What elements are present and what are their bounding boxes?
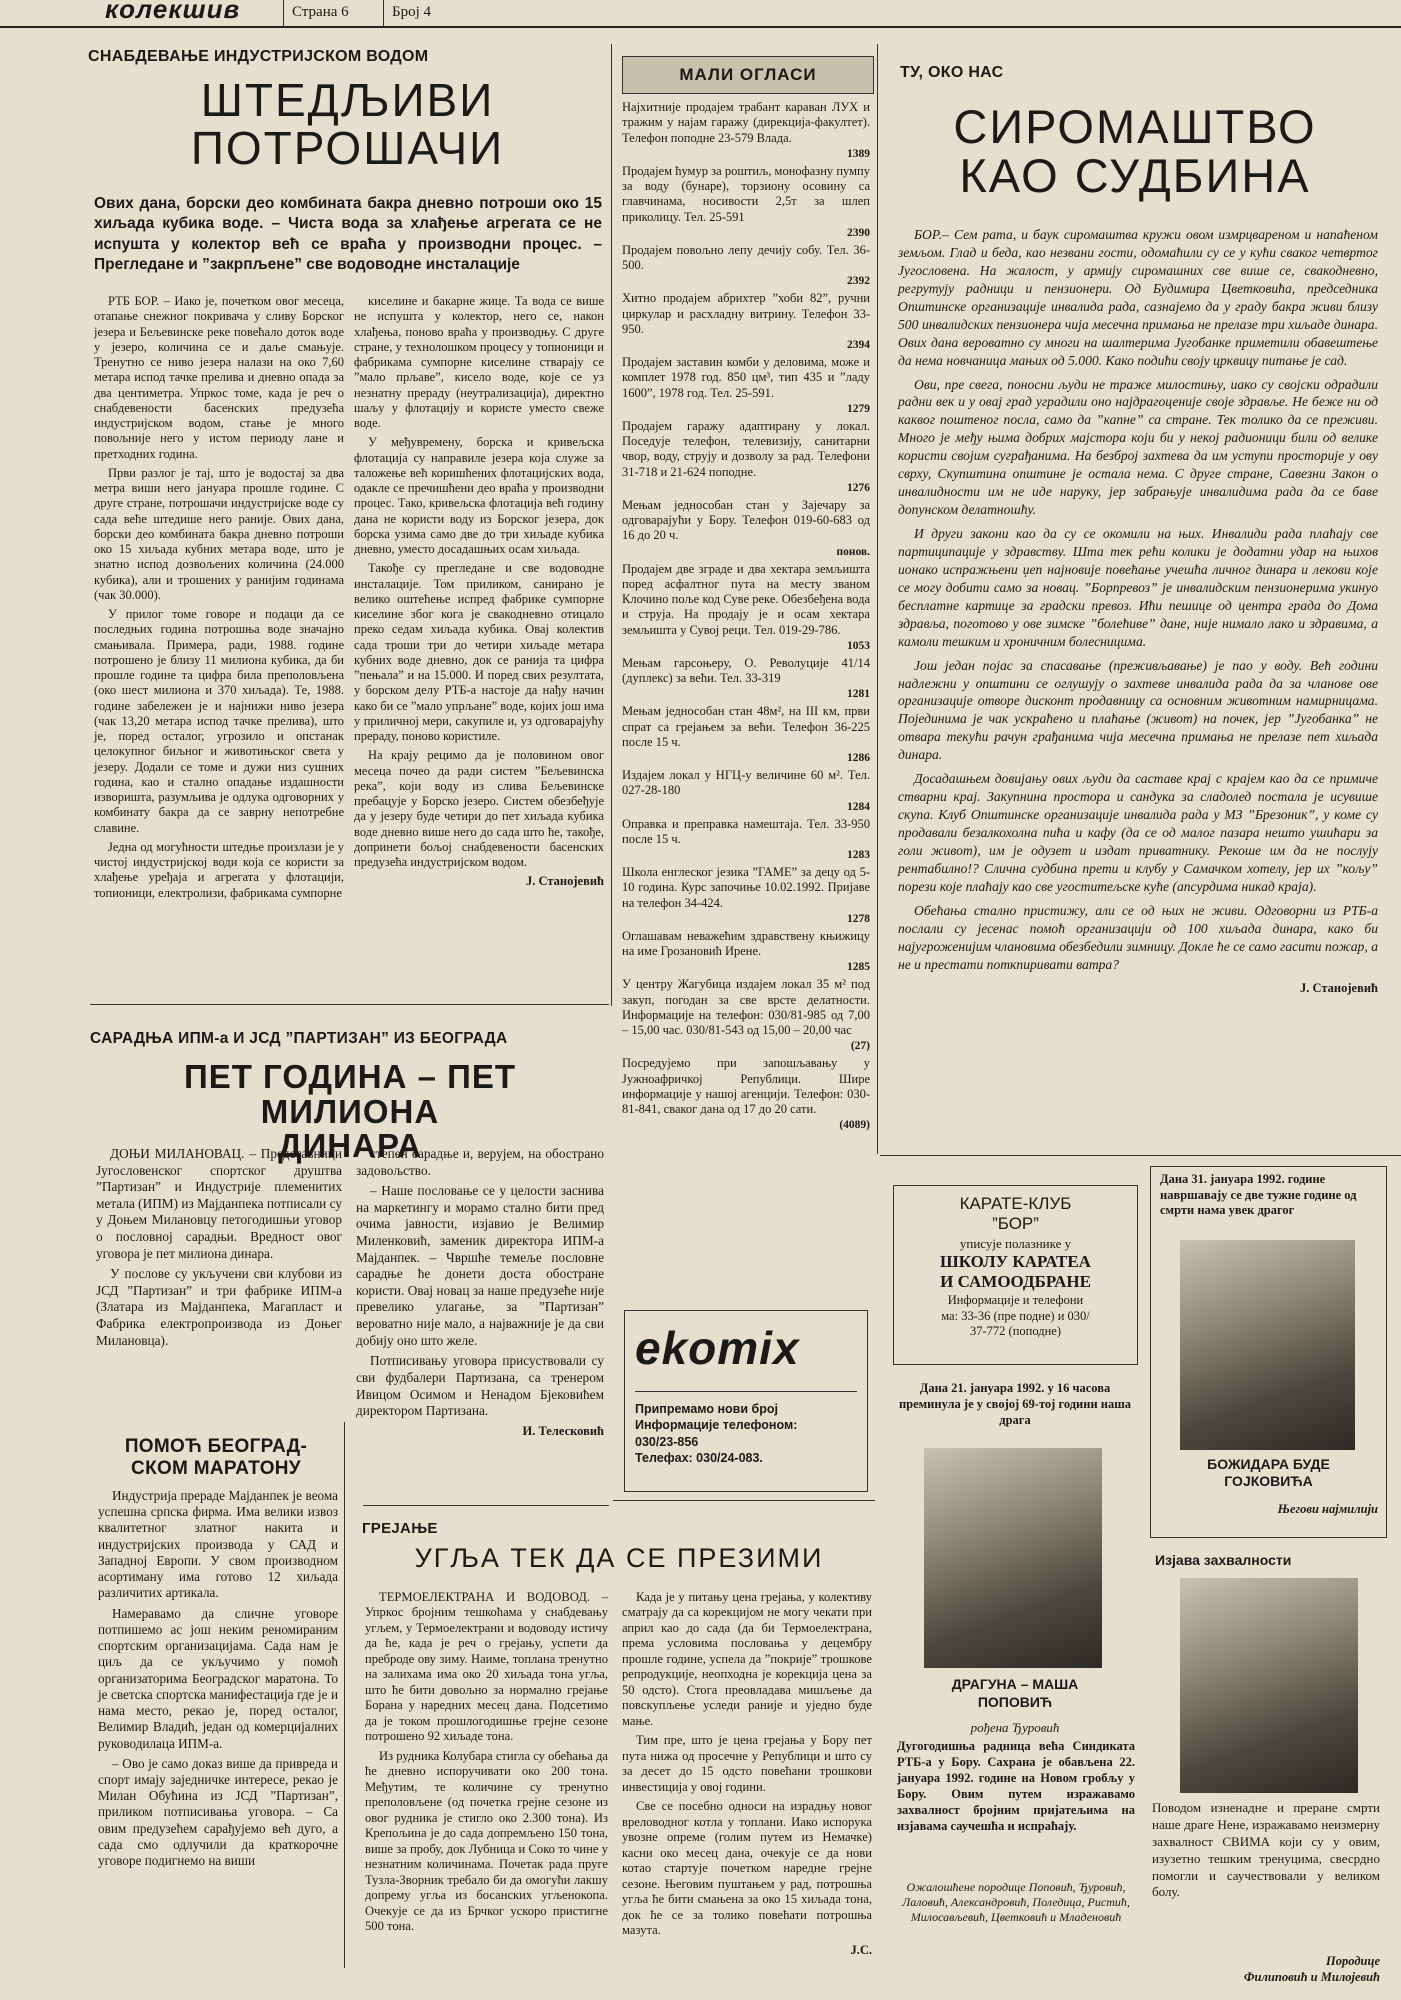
karate-contact: Информације и телефони ма: 33-36 (пре подне) и 030/ 37-772 (поподне) xyxy=(941,1293,1090,1339)
classified-ad: Издајем локал у НГЦ-у величине 60 м². Тел. 027-28-180 xyxy=(622,768,870,798)
partizan-title: ПЕТ ГОДИНА – ПЕТ МИЛИОНА ДИНАРА xyxy=(183,1058,517,1165)
classified-ad-number: (4089) xyxy=(839,1119,870,1132)
obituary-dragana-born: рођена Ђуровић xyxy=(970,1720,1060,1735)
classified-ad-number: 1286 xyxy=(847,752,870,764)
heating-signature: Ј.С. xyxy=(850,1942,872,1957)
classified-ad-number: 1278 xyxy=(847,912,870,925)
marathon-body: Индустрија прераде Мајданпек је веома успешна српска фирма. Има велики извоз квалитетног златног накита и индустријских производа у САД и Западној Европи. У свом производном асортиману има готово 12 хиљада различитих артикала. Намеравамо да сличне уговоре потпишемо ас још неким реномираним спортским организацијама. Сада нам је циљ да се укључимо у помоћ организаторима Београдског маратона. То је светска спортска манифестација где је и нама место, рекао је, поред осталог, Велимир Владић, један од комерцијалних руководилаца ИПМ-а. – Ово је само доказ више да привреда и спорт имају заједничке интересе, рекао је Милан Обућина из ЈСД ”Партизан”, приликом потписивања уговора. – Са овим предузећем сарађујемо већ дуго, а сада смо одлучили да краткорочне уговоре подигнемо на виши xyxy=(98,1488,338,1869)
water-column-1: РТБ БОР. – Иако је, почетком овог месеца, отапање снежног покривача у сливу Борског језера и Бељевинске реке повећало доток воде у језеро, количина се и даље смањује. Тренутно се ниво језера налази на око 7,60 метара испод тачке прелива и дневно опада за два центиметра. Упркос томе, када је реч о снабдевености басенских предузећа индустријском водом, стање је много повољније него у истом периоду лане и претходних година. Први разлог је тај, што је водостај за два метра виши него јануара прошле године. С друге стране, потрошачи индустријске воде су сада веће штедише него раније. Ових дана, борски део комбината бакра дневно потроши око 15 хиљада кубних метара воде, што је знатно испод дозвољених количина (24.000 кубика), али и трошених у ранијим годинама (чак 30.000). У прилог томе говоре и подаци да се последњих година потрошња воде значајно смањивала. Примера, ради, 1988. године потрошено је близу 11 милиона кубика, да би прошле године та цифра била преполовљена (око шест милиона и 370 хиљада). Те, 1988. године забележен је и најнижи ниво језера (чак 13,20 метара испод тачке прелива), што је, поред осталог, угрозило и опстанак целокупног биљног и животињског света у језеру. Додали се томе и дужи низ сушних година, као и стално опадање издашности изворишта, разумљива је одлука одговорних у комбинату бакра да се заврну непотребне славине. Једна од могућности штедње произлази је у чистој индустријској води која се користи за хлађење уређаја и агрегата у флотацији, топионици, електролизи, фабрикама сумпорне xyxy=(94,294,344,900)
section-divider xyxy=(880,1155,1401,1156)
partizan-column-2: степен сарадње и, верујем, на обострано задовољство. – Наше пословање се у целости заснива на маркетингу и морамо стално бити пред очима јавности, изјавио је Велимир Миленковић, заменик директора ИПМ-а Мајданпек. – Чвршће темеље пословне сарадње ће донети доста обостране користи. Овај новац за наше предузеће није превелико улагање, за ”Партизан” вероватно није мало, а најважније је да сви добију оно што желе. Потписивању уговора присуствовали су сви фудбалери Партизана, са тренером Ивицом Осимом и Ненадом Бјековићем директором Партизана. И. Телесковић xyxy=(356,1146,604,1438)
photo-gratitude xyxy=(1180,1578,1358,1793)
water-lead: Ових дана, борски део комбината бакра дневно потроши око 15 хиљада кубика воде. – Чиста вода за хлађење агрегата се не испушта у колектор већ се враћа у производни процес. – Прегледане и ”закрпљене” све водоводне инсталације xyxy=(94,195,602,274)
obituary-bozidar-name: БОЖИДАРА БУДЕ ГОЈКОВИЋА xyxy=(1207,1456,1330,1489)
classified-ad-number: 2392 xyxy=(847,275,870,288)
photo-bozidar xyxy=(1180,1240,1355,1450)
classifieds-header-box xyxy=(622,56,874,94)
header-divider xyxy=(283,0,284,26)
poverty-body: БОР.– Сем рата, и баук сиромаштва кружи овом измрцвареном и напаћеном земљом. Глад и беда, као незвани гости, одомаћили су се у кући сваког четвртог Југословена. На жалост, у армију сиромашних све више се, свакодневно, регрутују радници и пензионери. Од Будимира Цветковића, председника Општинске организације инвалида рада, сазнајемо да у граду бакра живи близу 500 инвалидских пензионера чија месечна примања не прелазе три хиљаде динара. Ових дана вероватно су многи на шалтерима Југобанке приметили обавештење да нема новчаница мањих од 5.000. Како подићи своју црквицу питање је сад. Ови, пре свега, поносни људи не траже милостињу, иако су својски одрадили радни век и у овај град уградили оно најдрагоценије своје здравље. Не беже ни од каквог поштеног посла, само да ”капне” са стране. Тек толико да се преживи. Много је међу њима добрих мајстора који би у некој радионици били од велике користи својим суграђанима. На безброј захтева да им уступи просторије у ову сврху, Скупштина општине је остала нема. С друге стране, Савезни Закон о инвалидности им не иде наруку, јер забрањује инвалидима рада да се баве допунском делатношћу. И други закони као да су се окомили на њих. Инвалиди рада плаћају све партиципације у здравству. Шта тек рећи колики је додатни удар на њихов ионако испражњени џеп најновије повећање учешћа личног динара и лекови које се могу добити само за новац. ”Борпревоз” је инвалидским пензионерима укинуо бесплатне картице за градски превоз. Ићи пешице од центра града до Дома здравља, поготово у ове зимске ”болећиве” дане, није нимало лако и здравима, а камоли тешким и хроничним болесницима. Још један појас за спасавање (преживљавање) је пао у воду. Већ години надлежни у општини се оглушују о захтеве инвалида рада да за чланове ове организације отворе дисконт продавницу са основним животним намирницама. Појединима је чак ускраћено и плаћање (живот) на почек, јер ”Југобанка” не отвара текући рачун грађанима чија месечна примања не прелазе пет хиљада динара. Досадашњем довијању ових људи да саставе крај с крајем као да се примиче стварни крај. Закупнина простора и сандука за сладолед постала је исувише скупа. Клуб Општинске организације инвалида рада у МЗ ”Брезоник”, у коме су продавали безалкохолна пића и кафу (да се од малог пазара нешто ушићари за голи живот), им је одузет и издат приватнику. Рекоше им да не послују рентабилно!? Слична судбина прети и клубу у Самачком хотелу, јер их ”кољу” порези које плаћају као све угоститељске куће (апсурдима никад краја). Обећања стално пристижу, али се од њих не живи. Одговорни из РТБ-а послали су јесенас помоћ организацији од 100 хиљада динара, како би најугроженијим члановима обезбедили зимницу. Докле ће се само гасити пожар, а не и престати поткпиривати ватра? Ј. Станојевић xyxy=(898,227,1378,995)
obituary-dragana-body: Дугогодишња радница већа Синдиката РТБ-а у Бору. Сахрана је обављена 22. јануара 1992. године на Новом гробљу у Бору. Овим путем изражавамо захвалност бројним пријатељима на изјавама саучешћа и испраћају. xyxy=(897,1739,1135,1833)
gratitude-from: Породице Филиповић и Милојевић xyxy=(1243,1954,1380,1984)
partizan-kicker: САРАДЊА ИПМ-а И ЈСД ”ПАРТИЗАН” ИЗ БЕОГРАДА xyxy=(90,1030,508,1047)
classified-ad: Најхитније продајем трабант каравaн ЛУХ и тражим у најам гаражу (дирекција-факултет). Телефон поподне 23-579 Влада. xyxy=(622,100,870,145)
classified-ad-number: 1276 xyxy=(847,481,870,494)
column-divider xyxy=(877,44,878,1154)
classified-ad: У центру Жагубица издајем локал 35 м² под закуп, погодан за све врсте делатности. Информације на телефон: 030/81-985 од 7,00 – 15,00 час. 030/81-543 од 15,00 – 20,00 час xyxy=(622,977,870,1037)
classified-ad: Оправка и преправка намештаја. Тел. 33-950 после 15 ч. xyxy=(622,816,870,846)
classified-ad: Посредујемо при запошљавању у Јужноафричкој Републици. Шире информације у нашој агенцији. Телефон: 030-81-841, сваког дана од 17 до 20 сати. xyxy=(622,1056,870,1116)
classified-ad: Продајем заставин комби у деловима, може и комплет 1978 год. 850 цм³, тип 435 и ”ладу 1600”, 1978 год. Тел. 25-591. xyxy=(622,355,870,400)
karate-ad: КАРАТЕ-КЛУБ ”БОР” уписује полазнике у ШКОЛУ КАРАТЕА И САМООДБРАНЕ Информације и телефони ма: 33-36 (пре подне) и 030/ 37-772 (поподне) xyxy=(893,1185,1138,1365)
column-divider xyxy=(611,44,612,1006)
classified-ad: Хитно продајем абрихтер ”хоби 82”, ручни циркулар и расхладну витрину. Телефон 33-950. xyxy=(622,291,870,336)
obituary-dragana-from: Ожалошћене породице Поповић, Ђуровић, Лаловић, Александровић, Поледица, Ристић, Милосављевић, Цветковић и Младеновић xyxy=(902,1880,1130,1924)
poverty-signature: Ј. Станојевић xyxy=(1300,980,1378,995)
classified-ad-number: 2394 xyxy=(847,339,870,351)
heating-kicker: ГРЕЈАЊЕ xyxy=(362,1520,438,1537)
classified-ad-number: (27) xyxy=(850,1040,870,1053)
classified-ad: Оглашавам неважећим здравствену књижицу на име Грозановић Ирене. xyxy=(622,928,870,958)
classified-ad-number: 1283 xyxy=(847,849,870,861)
classified-ad-number: 1389 xyxy=(847,147,870,160)
classified-ad: Продајем повољно лепу дечију собу. Тел. 36-500. xyxy=(622,242,870,272)
water-signature: Ј. Станојевић xyxy=(526,874,604,889)
classifieds-list xyxy=(622,100,870,1135)
classified-ad: Мењам гарсоњеру, О. Револуције 41/14 (дуплекс) за већи. Тел. 33-319 xyxy=(622,655,870,685)
gratitude-title: Изјава захвалности xyxy=(1155,1552,1292,1568)
ekomix-ad xyxy=(624,1310,868,1492)
ekomix-logo: ekomix xyxy=(635,1322,800,1374)
partizan-column-1: ДОЊИ МИЛАНОВАЦ. – Представници Југословенског спортског друштва ”Партизан” и Индустрије племенитих метала (ИПМ) из Мајданпека потписали су у Доњем Милановцу петогодишњи уговор о пословној сарадњи. Вредност овог уговора је пет милиона динара. У послове су укључени сви клубови из ЈСД ”Партизан” и три фабрике ИПМ-а (Златара из Мајданпека, Магапласт и Фабрика електропроизвода из Доњег Милановца). xyxy=(96,1146,342,1348)
heating-column-1: ТЕРМОЕЛЕКТРАНА И ВОДОВОД. – Упркос бројним тешкоћама у снабдевању угљем, у Термоелектрани и водоводу истичу да ће, када је реч о грејању, успети да преброде ову зиму. Наиме, топлана тренутно на залихама има око 20 хиљада тона угља, што ће бити довољно за нормално грејање Борана у наредних месец дана. Подсетимо да је током прошлогодишње грејне сезоне потрошено 92 хиљаде тона. Из рудника Колубара стигла су обећања да ће дневно испоручивати око 200 тона. Међутим, те количине су тренутно преполовљене (од почетка грејне сезоне из овог рудника је стигло око 2.300 тона). Из Крепољина је до сада допремљено 150 тона, више за пробу, док Лубница и Соко то чине у незнатним количинама. Почетак рада пруге Тузла-Зворник требало би да омогући лакшу допрему угља из босанских угљенокопа. Очекује се да из Брчког ускоро пристигне 500 тона. xyxy=(365,1590,608,1934)
issue-number: Број 4 xyxy=(392,4,432,20)
ekomix-logo-area xyxy=(635,1321,857,1392)
header-divider xyxy=(383,0,384,26)
classified-ad: Продајем ћумур за роштиљ, монофазну пумпу за воду (бунаре), торзиону осовину са главчинама, носивости 2,5т за шлеп приколицу. Тел. 25-591 xyxy=(622,163,870,224)
obituary-dragana-name: ДРАГУНА – МАША ПОПОВИЋ xyxy=(951,1676,1079,1710)
photo-dragana xyxy=(924,1448,1102,1668)
classified-ad-number: 1279 xyxy=(847,402,870,415)
classified-ad: Продајем две зграде и два хектара земљишта поред асфалтног пута на месту званом Клочино поље код Суве реке. Обезбеђена вода и струја. На продају је и осам хектара земљишта у Сувој реци. Тел. 019-29-786. xyxy=(622,561,870,637)
classified-ad: Продајем гаражу адаптирану у локал. Поседује телефон, телевизију, санитарни чвор, воду, струју и дозволу за рад. Телефони 31-718 и 21-624 поподне. xyxy=(622,418,870,479)
classified-ad-number: 1284 xyxy=(847,800,870,813)
classified-ad-number: 2390 xyxy=(847,226,870,239)
water-title: ШТЕДЉИВИ ПОТРОШАЧИ xyxy=(190,74,505,175)
karate-title: КАРАТЕ-КЛУБ ”БОР” xyxy=(959,1194,1072,1233)
masthead: колекшив xyxy=(105,0,241,24)
classified-ad: Мењам једнособан стан 48м², на III км, први спрат са грејањем за већи. Телефон 36-225 после 15 ч. xyxy=(622,704,870,749)
ekomix-text: Припремамо нови број Информације телефоном: 030/23-856 Телефах: 030/24-083. xyxy=(635,1402,798,1465)
poverty-title: СИРОМАШТВО КАО СУДБИНА xyxy=(953,100,1317,203)
water-column-2: киселине и бакарне жице. Та вода се више не испушта у колектор, него се, након хлађења, поново враћа у производњу. С друге стране, у технолошком процесу у топионици и фабрикама сумпорне киселине стварају се ”мало прљаве”, кисело воде, које се уз незнатну прераду (неутрализација), директно шаљу у флотацију и користе уместо свеже воде. У међувремену, борска и кривељска флотација су направиле језера која служе за таложење већ коришћених флотацијских вода, одакле се пречишћени део враћа у производни процес. Тако, кривељска флотација већ годину дана не користи воду из Борског језера, док борска узима само две до три хиљаде кубика дневно, уместо досадашњих осам хиљада. Такође су прегледане и све водоводне инсталације. Том приликом, санирано је велико оштећење испред фабрике сумпорне киселине због кога је свакодневно отицало преко седам хиљада кубика. Овај колектив сада троши три до четири хиљаде метара кубних воде дневно, док се ранија та цифра ”пењала” и на 15.000. И поред свих резултата, у борском делу РТБ-а настоје да нађу начин како би се ”мало упрљане” воде, којих још има у приличној мери, сакупиле и, уз одговарајућу прераду, поново користиле. На крају рецимо да је половином овог месеца почео да ради систем ”Бељевинска река”, који воду из слива Бељевинске пребацује у Борско језеро. Систем обезбеђује да у језеру буде четири до пет хиљада кубика воде дневно више него до сада што ће, такође, допринети бољој снабдевености басенских предузећа индустријском водом. Ј. Станојевић xyxy=(354,294,604,889)
karate-school: ШКОЛУ КАРАТЕА И САМООДБРАНЕ xyxy=(940,1252,1091,1291)
heating-title: УГЉА ТЕК ДА СЕ ПРЕЗИМИ xyxy=(414,1543,824,1573)
classified-ad-number: 1285 xyxy=(847,961,870,974)
marathon-title: ПОМОЋ БЕОГРАД- СКОМ МАРАТОНУ xyxy=(124,1436,308,1479)
heating-column-2: Када је у питању цена грејања, у колективу сматрају да са корекцијом не могу чекати при април као до сада (да би Термоелектрана, према условима пословања у децембру прошле године, успела да ”покрије” трошкове репродукције, неопходна је корекција цена за 50 одсто). Стога преовладава мишљење да повскупљење уследи раније и уједно буде мање. Тим пре, што је цена грејања у Бору пет пута нижа од просечне у Републици и што су за десет до 15 одсто повећани трошкови инвестиција у овој години. Све се посебно односи на израдњу новог вреловодног котла у топлани. Иако испорука увозне опреме (голим путем из Немачке) касни око месец дана, очекује се да нови котао стартује почетком наредне грејне сезоне. Његовим пуштањем у рад, потрошња угља ће бити смањена за око 15 хиљада тона, док ће се за толико повећати потрошња мазута. Ј.С. xyxy=(622,1590,872,1957)
gratitude-text: Поводом изненадне и преране смрти наше драге Нене, изражавамо неизмерну захвалност СВИМА који су у овим, изузетно тешким тренуцима, свесрдно помогли и саучествовали у великом болу. xyxy=(1152,1800,1380,1900)
classifieds-title: МАЛИ ОГЛАСИ xyxy=(679,65,817,84)
section-divider xyxy=(90,1004,609,1005)
obituary-bozidar-text: Дана 31. јануара 1992. године навршавају се две тужне године од смрти нама увек драгог xyxy=(1160,1172,1357,1218)
obituary-bozidar-from: Његови најмилији xyxy=(1277,1502,1378,1516)
classified-ad-number: понов. xyxy=(836,545,870,558)
poverty-kicker: ТУ, ОКО НАС xyxy=(900,64,1004,81)
section-divider xyxy=(363,1505,609,1506)
obituary-dragana-text: Дана 21. јануара 1992. у 16 часова преминула је у својој 69-тој години наша драга xyxy=(898,1381,1132,1427)
partizan-signature: И. Телесковић xyxy=(522,1423,604,1438)
page-number: Страна 6 xyxy=(292,4,349,20)
water-kicker: СНАБДЕВАЊЕ ИНДУСТРИЈСКОМ ВОДОМ xyxy=(88,48,429,65)
page-header xyxy=(0,0,1401,28)
classified-ad-number: 1053 xyxy=(847,639,870,652)
classified-ad: Мењам једнособан стан у Зајечару за одговарајући у Бору. Телефон 019-60-683 од 16 до 20 ч. xyxy=(622,497,870,543)
classified-ad-number: 1281 xyxy=(847,688,870,701)
section-divider xyxy=(613,1500,875,1501)
classified-ad: Школа енглеског језика ”ГАМЕ” за децу од 5-10 година. Курс започиње 10.02.1992. Пријаве на телефон 34-424. xyxy=(622,865,870,910)
